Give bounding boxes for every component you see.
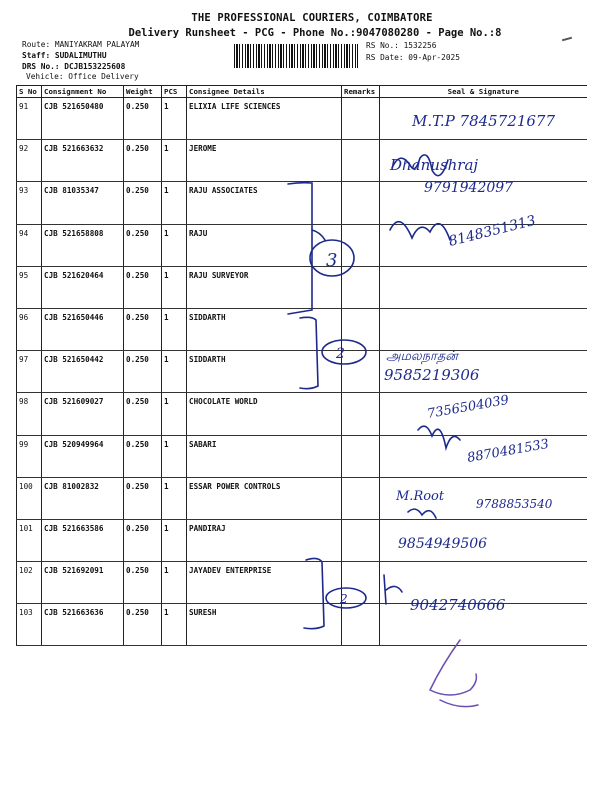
cell-sno: 100 <box>17 477 42 519</box>
cell-remarks <box>342 604 380 646</box>
cell-pcs: 1 <box>162 182 187 224</box>
cell-weight: 0.250 <box>124 182 162 224</box>
cell-consignee: RAJU <box>187 224 342 266</box>
barcode-image <box>234 44 358 68</box>
cell-weight: 0.250 <box>124 435 162 477</box>
cell-consignee: RAJU SURVEYOR <box>187 266 342 308</box>
cell-signature <box>380 604 587 646</box>
table-row <box>17 435 587 477</box>
cell-pcs: 1 <box>162 98 187 140</box>
cell-consignment: CJB 521663636 <box>42 604 124 646</box>
cell-consignment: CJB 81002832 <box>42 477 124 519</box>
cell-remarks <box>342 266 380 308</box>
cell-weight: 0.250 <box>124 351 162 393</box>
cell-pcs: 1 <box>162 351 187 393</box>
circle-count-2: 2 <box>336 346 345 362</box>
cell-sno: 102 <box>17 562 42 604</box>
circle-count-3: 3 <box>326 250 338 271</box>
cell-remarks <box>342 562 380 604</box>
route-value: MANIYAKRAM PALAYAM <box>54 40 140 49</box>
cell-consignee: ESSAR POWER CONTROLS <box>187 477 342 519</box>
cell-weight: 0.250 <box>124 140 162 182</box>
sig-98-phone: 7356504039 <box>426 392 511 422</box>
table-row <box>17 224 587 266</box>
cell-weight: 0.250 <box>124 519 162 561</box>
cell-weight: 0.250 <box>124 98 162 140</box>
cell-weight: 0.250 <box>124 604 162 646</box>
cell-consignment: CJB 521658808 <box>42 224 124 266</box>
runsheet-title: Delivery Runsheet - PCG - Phone No.:9047080280 - Page No.:8 <box>128 27 502 39</box>
cell-remarks <box>342 477 380 519</box>
table-row <box>17 266 587 308</box>
col-sno: S No <box>17 86 42 98</box>
cell-signature <box>380 182 587 224</box>
cell-consignment: CJB 521620464 <box>42 266 124 308</box>
cell-sno: 101 <box>17 519 42 561</box>
cell-remarks <box>342 393 380 435</box>
drs-value: DCJB153225608 <box>64 62 126 71</box>
cell-sno: 96 <box>17 308 42 350</box>
col-consignee: Consignee Details <box>187 86 342 98</box>
cell-sno: 97 <box>17 351 42 393</box>
rs-date-value: 09-Apr-2025 <box>408 53 460 62</box>
cell-consignee: SIDDARTH <box>187 308 342 350</box>
vehicle-label: Vehicle: <box>26 72 64 81</box>
cell-remarks <box>342 140 380 182</box>
sig-91: M.T.P 7845721677 <box>412 112 555 130</box>
cell-sno: 95 <box>17 266 42 308</box>
drs-line <box>22 62 125 71</box>
cell-weight: 0.250 <box>124 393 162 435</box>
cell-pcs: 1 <box>162 604 187 646</box>
sig-97-phone: 9585219306 <box>384 366 480 384</box>
route-line <box>22 40 139 49</box>
cell-weight: 0.250 <box>124 224 162 266</box>
stamp-mark <box>430 640 476 695</box>
col-signature: Seal & Signature <box>380 86 587 98</box>
cell-pcs: 1 <box>162 140 187 182</box>
cell-consignee: RAJU ASSOCIATES <box>187 182 342 224</box>
cell-consignee: CHOCOLATE WORLD <box>187 393 342 435</box>
sig-94-phone: 8148351313 <box>447 212 538 250</box>
cell-signature <box>380 351 587 393</box>
cell-signature <box>380 477 587 519</box>
cell-signature <box>380 98 587 140</box>
cell-sno: 91 <box>17 98 42 140</box>
sig-100: M.Root <box>396 489 445 504</box>
cell-signature <box>380 562 587 604</box>
cell-pcs: 1 <box>162 393 187 435</box>
cell-signature <box>380 266 587 308</box>
staff-value: SUDALIMUTHU <box>54 51 107 60</box>
rs-date-label: RS Date: <box>366 53 404 62</box>
cell-weight: 0.250 <box>124 562 162 604</box>
cell-consignment: CJB 521650442 <box>42 351 124 393</box>
cell-signature <box>380 224 587 266</box>
cell-consignment: CJB 521692091 <box>42 562 124 604</box>
vehicle-value: Office Delivery <box>68 72 139 81</box>
cell-remarks <box>342 308 380 350</box>
cell-sno: 99 <box>17 435 42 477</box>
cell-sno: 98 <box>17 393 42 435</box>
rs-date-line <box>366 52 460 64</box>
cell-pcs: 1 <box>162 266 187 308</box>
cell-weight: 0.250 <box>124 266 162 308</box>
cell-signature <box>380 393 587 435</box>
cell-sno: 103 <box>17 604 42 646</box>
cell-signature <box>380 308 587 350</box>
cell-pcs: 1 <box>162 477 187 519</box>
rs-no-value: 1532256 <box>403 41 437 50</box>
cell-consignee: SIDDARTH <box>187 351 342 393</box>
table-row <box>17 519 587 561</box>
sig-103-phone: 9042740666 <box>410 596 506 614</box>
table-row <box>17 98 587 140</box>
cell-weight: 0.250 <box>124 477 162 519</box>
cell-weight: 0.250 <box>124 308 162 350</box>
cell-signature <box>380 140 587 182</box>
table-row <box>17 351 587 393</box>
table-row <box>17 308 587 350</box>
cell-sno: 93 <box>17 182 42 224</box>
company-name: THE PROFESSIONAL COURIERS, COIMBATORE <box>191 12 433 24</box>
table-row <box>17 140 587 182</box>
cell-remarks <box>342 351 380 393</box>
sig-92-phone: 9791942097 <box>424 180 514 196</box>
cell-consignee: PANDIRAJ <box>187 519 342 561</box>
cell-consignment: CJB 521650480 <box>42 98 124 140</box>
cell-sno: 94 <box>17 224 42 266</box>
cell-pcs: 1 <box>162 519 187 561</box>
table-row <box>17 477 587 519</box>
cell-consignment: CJB 521650446 <box>42 308 124 350</box>
table-row <box>17 604 587 646</box>
cell-sno: 92 <box>17 140 42 182</box>
table-row <box>17 562 587 604</box>
cell-pcs: 1 <box>162 562 187 604</box>
cell-remarks <box>342 182 380 224</box>
cell-pcs: 1 <box>162 224 187 266</box>
cell-remarks <box>342 224 380 266</box>
cell-signature <box>380 519 587 561</box>
cell-consignment: CJB 81035347 <box>42 182 124 224</box>
rs-info <box>366 40 460 64</box>
cell-consignment: CJB 520949964 <box>42 435 124 477</box>
stamp-mark <box>440 700 478 707</box>
col-pcs: PCS <box>162 86 187 98</box>
cell-remarks <box>342 435 380 477</box>
cell-consignee: JEROME <box>187 140 342 182</box>
col-weight: Weight <box>124 86 162 98</box>
sig-99-phone: 8870481533 <box>466 436 551 466</box>
cell-consignment: CJB 521663632 <box>42 140 124 182</box>
sig-100-phone: 9788853540 <box>476 497 553 511</box>
drs-label: DRS No.: <box>22 62 60 71</box>
cell-signature <box>380 435 587 477</box>
sig-101-phone: 9854949506 <box>398 536 488 552</box>
cell-pcs: 1 <box>162 308 187 350</box>
table-row <box>17 182 587 224</box>
table-header-row <box>17 86 587 98</box>
table-row <box>17 393 587 435</box>
col-consignment: Consignment No <box>42 86 124 98</box>
cell-remarks <box>342 98 380 140</box>
cell-consignment: CJB 521609027 <box>42 393 124 435</box>
cell-consignee: SABARI <box>187 435 342 477</box>
cell-remarks <box>342 519 380 561</box>
sig-92: Dhanushraj <box>390 156 479 174</box>
route-label: Route: <box>22 40 51 49</box>
vehicle-line <box>26 72 139 81</box>
cell-pcs: 1 <box>162 435 187 477</box>
sig-97-name: அமலநாதன் <box>386 349 458 364</box>
cell-consignee: ELIXIA LIFE SCIENCES <box>187 98 342 140</box>
rs-no-line <box>366 40 460 52</box>
rs-no-label: RS No.: <box>366 41 399 50</box>
cell-consignee: JAYADEV ENTERPRISE <box>187 562 342 604</box>
cell-consignment: CJB 521663586 <box>42 519 124 561</box>
runsheet-table <box>16 85 587 646</box>
circle-count-2b: 2 <box>340 592 348 606</box>
staff-line <box>22 51 107 60</box>
col-remarks: Remarks <box>342 86 380 98</box>
staff-label: Staff: <box>22 51 51 60</box>
cell-consignee: SURESH <box>187 604 342 646</box>
